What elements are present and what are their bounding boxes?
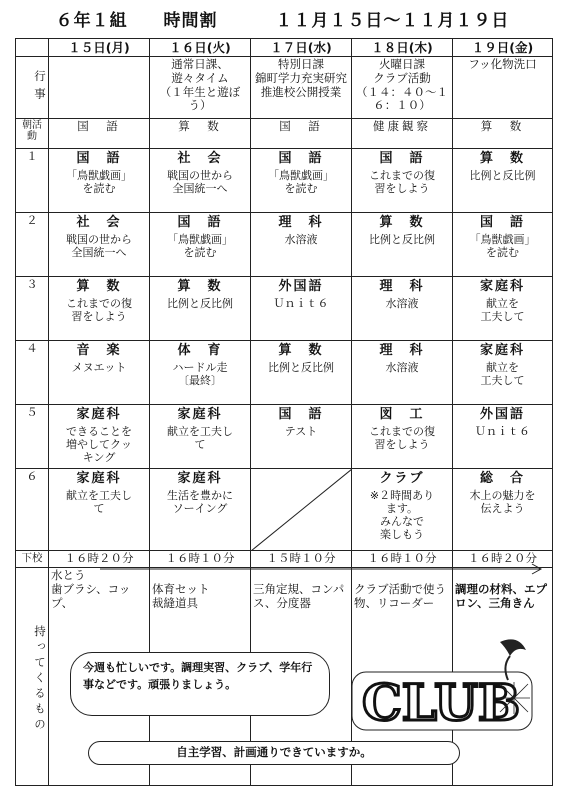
lesson-cell — [352, 341, 453, 405]
subject: 外国語 — [479, 407, 525, 422]
title-text: 時間割 — [163, 11, 218, 31]
row-label-events: 行事 — [16, 57, 49, 119]
period-label: ４ — [16, 341, 49, 405]
subject: 理 科 — [379, 279, 425, 294]
topic: 「鳥獣戯画」 を読む — [167, 232, 233, 259]
lesson-cell — [352, 149, 453, 213]
subject: 国 語 — [76, 151, 122, 166]
subject: 理 科 — [379, 343, 425, 358]
lesson-cell — [453, 277, 553, 341]
topic: ハードル走 〔最終〕 — [172, 360, 228, 387]
bring-cell: 体育セット 裁縫道具 — [150, 568, 251, 786]
lesson-cell — [49, 405, 150, 469]
topic: 戦国の世から 全国統一へ — [66, 232, 132, 259]
topic: テスト — [284, 424, 318, 438]
topic: 比例と反比例 — [469, 168, 536, 182]
lesson-cell — [453, 341, 553, 405]
page-title — [0, 6, 565, 32]
lesson-cell — [150, 277, 251, 341]
corner-cell — [16, 39, 49, 57]
lesson-cell — [251, 213, 352, 277]
period-label: ２ — [16, 213, 49, 277]
row-label-morning: 朝活動 — [16, 119, 49, 149]
subject: 体 育 — [177, 343, 223, 358]
dismissal-time: １６時１０分 — [352, 551, 453, 568]
subject: 国 語 — [278, 407, 324, 422]
lesson-cell — [150, 341, 251, 405]
lesson-cell-empty — [251, 469, 352, 551]
bring-cell: 三角定規、コンパス、分度器 — [251, 568, 352, 786]
topic: 水溶液 — [385, 360, 419, 374]
period-label: ６ — [16, 469, 49, 551]
class-label: ６年１組 — [55, 11, 128, 31]
topic: 戦国の世から 全国統一へ — [167, 168, 233, 195]
bring-cell: クラブ活動で使う物、リコーダー — [352, 568, 453, 786]
subject: 国 語 — [479, 215, 525, 230]
morning-cell: 算 数 — [453, 119, 553, 149]
topic: これまでの復 習をしよう — [369, 168, 435, 195]
topic: 「鳥獣戯画」 を読む — [66, 168, 132, 195]
day-header: １９日(金) — [453, 39, 553, 57]
topic: ※２時間あり ます。 みんなで 楽しもう — [369, 488, 435, 542]
topic: 水溶液 — [284, 232, 318, 246]
topic: これまでの復 習をしよう — [369, 424, 435, 451]
topic: 献立を 工夫して — [480, 296, 525, 323]
day-header: １７日(水) — [251, 39, 352, 57]
morning-cell: 健康観察 — [352, 119, 453, 149]
lesson-cell — [453, 469, 553, 551]
subject: 社 会 — [76, 215, 122, 230]
subject: 社 会 — [177, 151, 223, 166]
subject: 国 語 — [177, 215, 223, 230]
subject: 家庭科 — [177, 471, 223, 486]
event-cell — [49, 57, 150, 119]
bring-cell: 水とう 歯ブラシ、コップ、 — [49, 568, 150, 786]
lesson-cell — [49, 469, 150, 551]
lesson-cell — [49, 277, 150, 341]
lesson-cell — [49, 149, 150, 213]
event-cell: 特別日課 錦町学力充実研究推進校公開授業 — [251, 57, 352, 119]
week-arrow — [60, 562, 547, 576]
day-header: １８日(木) — [352, 39, 453, 57]
lesson-cell — [251, 149, 352, 213]
topic: 水溶液 — [385, 296, 419, 310]
topic: 「鳥獣戯画」 を読む — [268, 168, 334, 195]
topic: 比例と反比例 — [167, 296, 233, 310]
club-logo — [350, 632, 535, 732]
subject: 音 楽 — [76, 343, 122, 358]
lesson-cell — [251, 405, 352, 469]
day-header: １５日(月) — [49, 39, 150, 57]
lesson-cell — [453, 213, 553, 277]
subject: 算 数 — [76, 279, 122, 294]
morning-cell: 算 数 — [150, 119, 251, 149]
subject: 国 語 — [379, 151, 425, 166]
topic: 献立を 工夫して — [480, 360, 525, 387]
lesson-cell — [453, 149, 553, 213]
subject: 国 語 — [278, 151, 324, 166]
lesson-cell — [352, 277, 453, 341]
lesson-cell — [150, 149, 251, 213]
lesson-cell — [352, 469, 453, 551]
topic: 比例と反比例 — [268, 360, 334, 374]
topic: 「鳥獣戯画」 を読む — [469, 232, 536, 259]
subject: 家庭科 — [479, 343, 525, 358]
subject: 算 数 — [177, 279, 223, 294]
subject: 家庭科 — [479, 279, 525, 294]
topic: 木上の魅力を 伝えよう — [469, 488, 536, 515]
topic: 生活を豊かに ソーイング — [167, 488, 233, 515]
lesson-cell — [150, 213, 251, 277]
topic: Ｕｎｉｔ６ — [475, 424, 530, 438]
subject: 算 数 — [379, 215, 425, 230]
row-label-dismissal: 下校 — [16, 551, 49, 568]
subject: 外国語 — [278, 279, 324, 294]
subject: 理 科 — [278, 215, 324, 230]
diagonal-slash — [251, 469, 352, 551]
event-cell: 火曜日課 クラブ活動 （１４：４０～１６：１０） — [352, 57, 453, 119]
weekly-note: 今週も忙しいです。調理実習、クラブ、学年行事などです。頑張りましょう。 — [70, 652, 330, 716]
topic: 献立を工夫し て — [66, 488, 132, 515]
lesson-cell — [352, 213, 453, 277]
dismissal-time: １６時２０分 — [453, 551, 553, 568]
lesson-cell — [352, 405, 453, 469]
row-label-bring: 持ってくるもの — [16, 568, 49, 786]
period-label: ３ — [16, 277, 49, 341]
subject: 総 合 — [479, 471, 525, 486]
lesson-cell — [453, 405, 553, 469]
period-label: １ — [16, 149, 49, 213]
dismissal-time: １６時１０分 — [150, 551, 251, 568]
subject: 図 工 — [379, 407, 425, 422]
subject: 家庭科 — [76, 407, 122, 422]
topic: できることを 増やしてクッ キング — [66, 424, 132, 464]
topic: 比例と反比例 — [369, 232, 435, 246]
event-cell: 通常日課、 遊々タイム （１年生と遊ぼう） — [150, 57, 251, 119]
logo-text: CLUB — [362, 673, 521, 732]
period-label: ５ — [16, 405, 49, 469]
morning-cell: 国 語 — [49, 119, 150, 149]
topic: メヌエット — [71, 360, 127, 374]
subject: 算 数 — [479, 151, 525, 166]
topic: これまでの復 習をしよう — [66, 296, 132, 323]
lesson-cell — [150, 469, 251, 551]
subject: 算 数 — [278, 343, 324, 358]
period-text: １１月１５日～１１月１９日 — [275, 11, 510, 31]
event-cell: フッ化物洗口 — [453, 57, 553, 119]
lesson-cell — [150, 405, 251, 469]
subject: クラブ — [379, 471, 425, 486]
topic: 献立を工夫し て — [167, 424, 233, 451]
dismissal-time: １５時１０分 — [251, 551, 352, 568]
self-study-note: 自主学習、計画通りできていますか。 — [88, 741, 460, 765]
dismissal-time: １６時２０分 — [49, 551, 150, 568]
lesson-cell — [251, 341, 352, 405]
topic: Ｕｎｉｔ６ — [273, 296, 329, 310]
lesson-cell — [49, 341, 150, 405]
day-header: １６日(火) — [150, 39, 251, 57]
bring-cell: 調理の材料、エプロン、三角きん — [453, 568, 553, 786]
subject: 家庭科 — [76, 471, 122, 486]
lesson-cell — [251, 277, 352, 341]
lesson-cell — [49, 213, 150, 277]
subject: 家庭科 — [177, 407, 223, 422]
morning-cell: 国 語 — [251, 119, 352, 149]
